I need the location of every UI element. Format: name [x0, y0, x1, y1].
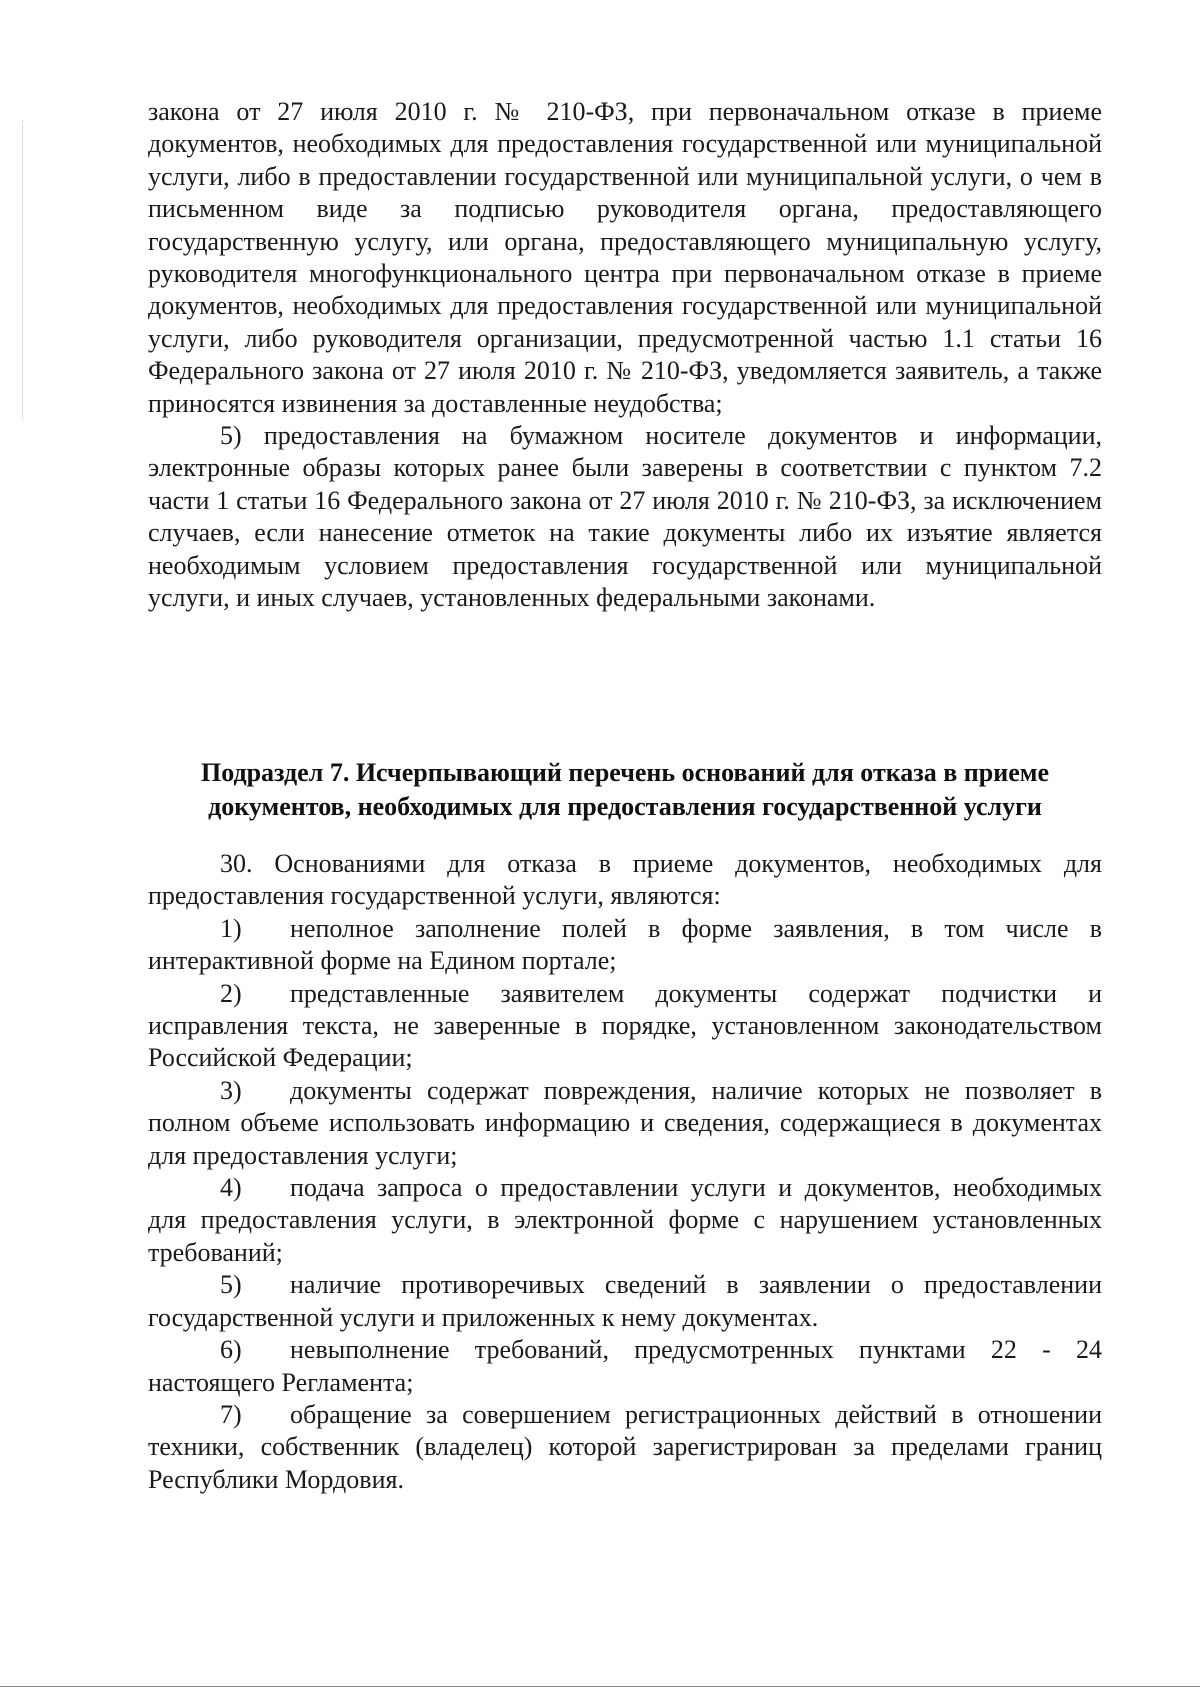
continuation-text	[148, 96, 1102, 615]
list-item-number: 6)	[220, 1335, 242, 1365]
list-item	[148, 913, 1102, 978]
list-item-text: документы содержат повреждения, наличие которых не позволяет в полном объеме использовать информацию и сведения, содержащиеся в документах для предоставления услуги;	[148, 1075, 1102, 1170]
list-item	[148, 978, 1102, 1075]
list-item-text: невыполнение требований, предусмотренных пунктами 22 - 24 настоящего Регламента;	[148, 1335, 1102, 1397]
list-item-number: 5)	[220, 1270, 242, 1300]
list-item-number: 4)	[220, 1173, 242, 1203]
list-item-text: наличие противоречивых сведений в заявлении о предоставлении государственной услуги и приложенных к нему документах.	[148, 1270, 1102, 1332]
list-item	[148, 1269, 1102, 1334]
section-heading	[148, 756, 1102, 824]
list-item	[148, 1172, 1102, 1269]
list-item-number: 2)	[220, 978, 242, 1008]
list-item-number: 7)	[220, 1399, 242, 1429]
list-item-text: подача запроса о предоставлении услуги и документов, необходимых для предоставления услуги, в электронной форме с нарушением установленных требований;	[148, 1173, 1102, 1267]
list-item-text: обращение за совершением регистрационных действий в отношении техники, собственник (владелец) которой зарегистрирован за пределами границ Республики Мордовия.	[148, 1399, 1102, 1494]
paragraph-5: 5) предоставления на бумажном носителе документов и информации, электронные образы которых ранее были заверены в соответствии с пунктом 7.2 части 1 статьи 16 Федерального закона от 27 июля 2010 г. № 210-ФЗ, за исключением случаев, если нанесение отметок на такие документы либо их изъятие является необходимым условием предоставления государственной или муниципальной услуги, и иных случаев, установленных федеральными законами.	[148, 421, 1102, 613]
list-item-number: 1)	[220, 913, 242, 943]
section-heading-line-2: документов, необходимых для предоставления государственной услуги	[208, 792, 1042, 821]
list-item	[148, 1399, 1102, 1496]
section-intro: 30. Основаниями для отказа в приеме документов, необходимых для предоставления государственной услуги, являются:	[148, 849, 1102, 911]
list-item-number: 3)	[220, 1075, 242, 1105]
list-item	[148, 1334, 1102, 1399]
list-item	[148, 1075, 1102, 1172]
paragraph-4-end: закона от 27 июля 2010 г. № 210-ФЗ, при первоначальном отказе в приеме документов, необходимых для предоставления государственной или муниципальной услуги, либо в предоставлении государственной или муниципальной услуги, о чем в письменном виде за подписью руководителя органа, предоставляющего государственную услугу, или органа, предоставляющего муниципальную услугу, руководителя многофункционального центра при первоначальном отказе в приеме документов, необходимых для предоставления государственной или муниципальной услуги, либо руководителя организации, предусмотренной частью 1.1 статьи 16 Федерального закона от 27 июля 2010 г. № 210-ФЗ, уведомляется заявитель, а также приносятся извинения за доставленные неудобства;	[148, 97, 1102, 418]
list-item-text: представленные заявителем документы содержат подчистки и исправления текста, не заверенные в порядке, установленном законодательством Российской Федерации;	[148, 978, 1102, 1073]
list-item-text: неполное заполнение полей в форме заявления, в том числе в интерактивной форме на Едином портале;	[148, 913, 1102, 976]
page-bottom-edge	[0, 1686, 1200, 1687]
section-body	[148, 848, 1102, 1496]
scan-margin-mark	[22, 120, 23, 420]
section-heading-line-1: Подраздел 7. Исчерпывающий перечень оснований для отказа в приеме	[200, 758, 1050, 787]
